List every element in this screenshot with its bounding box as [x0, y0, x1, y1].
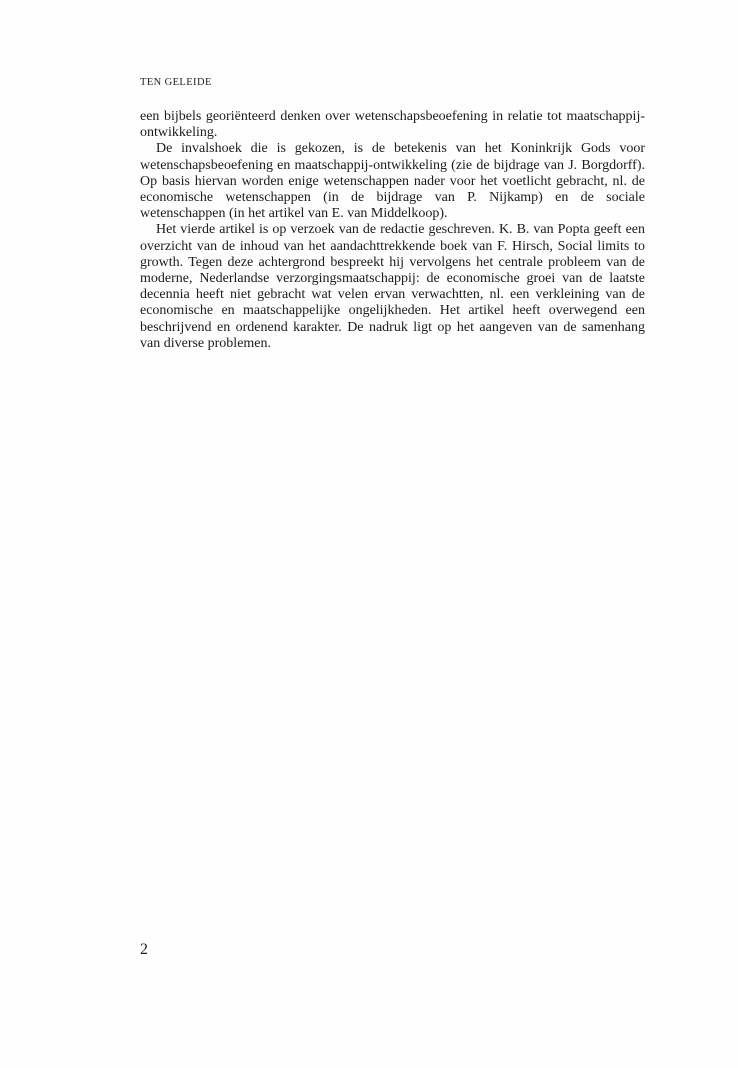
- body-text: [140, 109, 645, 352]
- paragraph: De invalshoek die is gekozen, is de betekenis van het Koninkrijk Gods voor wetenschapsbeoefening en maatschappij-ontwikkeling (zie de bijdrage van J. Borgdorff). Op basis hiervan worden enige wetenschappen nader voor het voetlicht gebracht, nl. de economische wetenschappen (in de bijdrage van P. Nijkamp) en de sociale wetenschappen (in het artikel van E. van Middelkoop).: [140, 141, 645, 222]
- page-number: 2: [140, 941, 148, 958]
- paragraph-continuation: een bijbels georiënteerd denken over wetenschapsbeoefening in relatie tot maatschappij-ontwikkeling.: [140, 109, 645, 141]
- running-head: TEN GELEIDE: [140, 77, 212, 88]
- paragraph: Het vierde artikel is op verzoek van de redactie geschreven. K. B. van Popta geeft een overzicht van de inhoud van het aandachttrekkende boek van F. Hirsch, Social limits to growth. Tegen deze achtergrond bespreekt hij vervolgens het centrale probleem van de moderne, Nederlandse verzorgingsmaatschappij: de economische groei van de laatste decennia heeft niet gebracht wat velen ervan verwachtten, nl. een verkleining van de economische en maatschappelijke ongelijkheden. Het artikel heeft overwegend een beschrijvend en ordenend karakter. De nadruk ligt op het aangeven van de samenhang van diverse problemen.: [140, 222, 645, 351]
